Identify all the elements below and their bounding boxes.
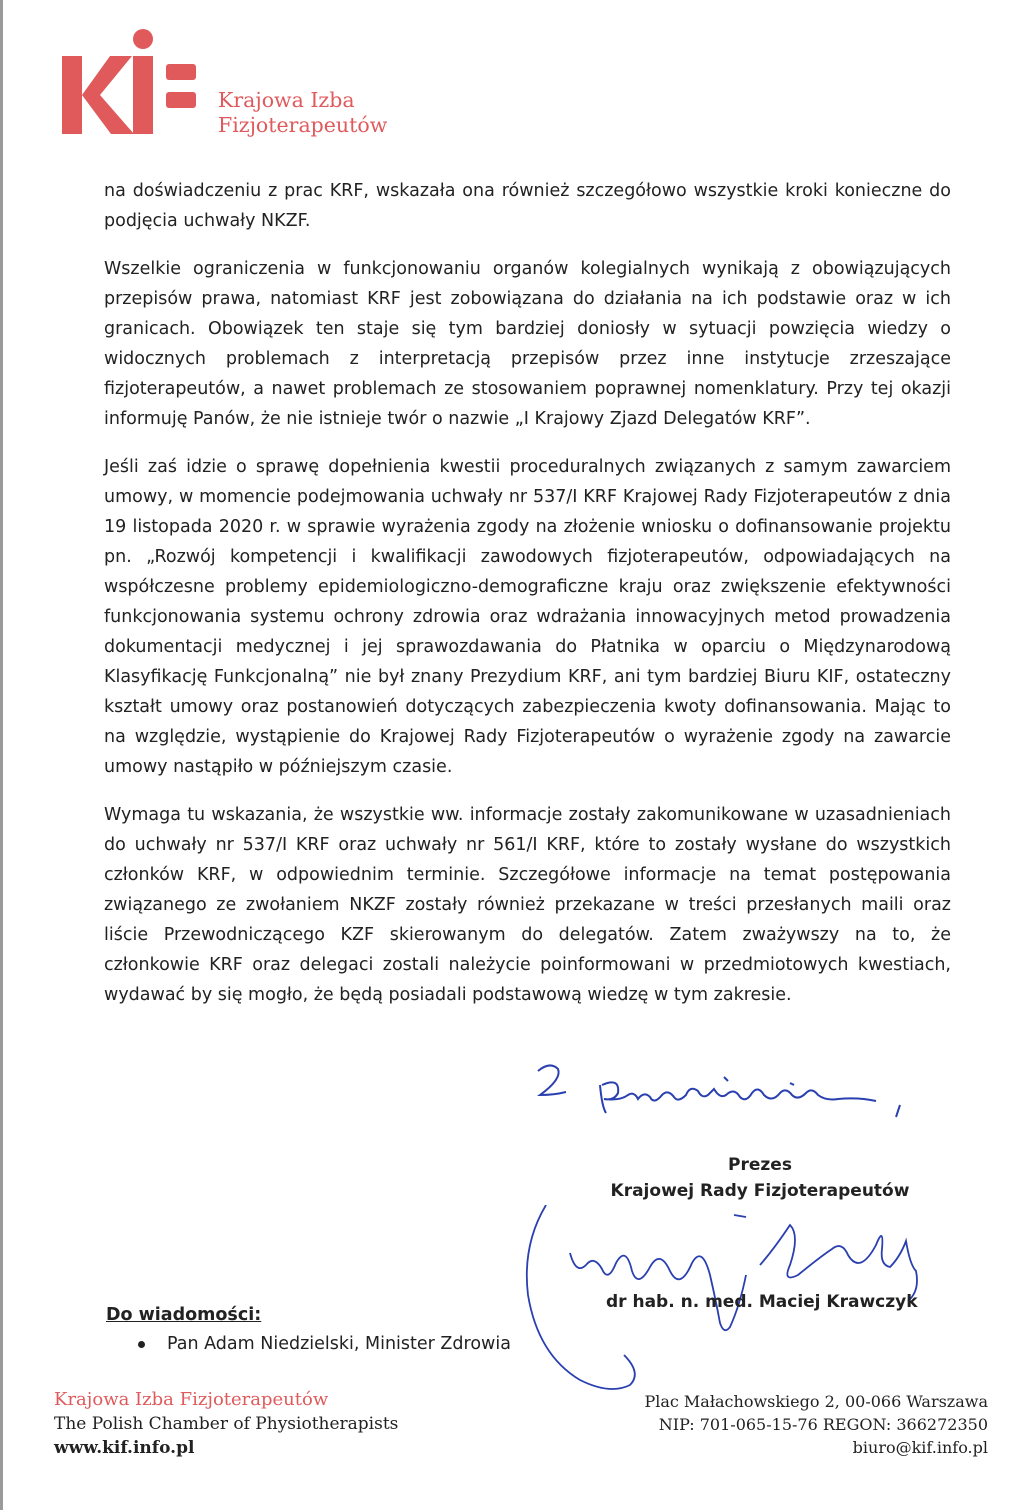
footer-right [644,1390,988,1459]
footer-org-name: Krajowa Izba Fizjoterapeutów [54,1389,329,1410]
paragraph-4: Wymaga tu wskazania, że wszystkie ww. informacje zostały zakomunikowane w uzasadnieniach do uchwały nr 537/I KRF oraz uchwały nr 561/I KRF, które to zostały wysłane do wszystkich członków KRF, w odpowiednim terminie. Szczegółowe informacje na temat postępowania związanego ze zwołaniem NKZF zostały również przekazane w treści przesłanych maili oraz liście Przewodniczącego KZF skierowanym do delegatów. Zatem zważywszy na to, że członkowie KRF oraz delegaci zostali należycie poinformowani w przedmiotowych kwestiach, wydawać by się mogło, że będą posiadali podstawową wiedzę w tym zakresie. [104,805,951,1005]
signatory-name: dr hab. n. med. Maciej Krawczyk [606,1292,918,1312]
signatory-title: Prezes [728,1155,792,1175]
footer-ids: NIP: 701-065-15-76 REGON: 366272350 [658,1415,988,1434]
footer-left [54,1388,398,1460]
letter-body [104,176,951,1028]
footer-org-english: The Polish Chamber of Physiotherapists [54,1414,399,1434]
bullet-icon [138,1341,145,1348]
handwritten-closing [528,1055,908,1135]
page-edge [0,0,3,1510]
footer-website-link[interactable]: www.kif.info.pl [54,1438,195,1458]
footer-address: Plac Małachowskiego 2, 00-066 Warszawa [644,1392,988,1411]
paragraph-1: na doświadczeniu z prac KRF, wskazała ona również szczegółowo wszystkie kroki konieczne do podjęcia uchwały NKZF. [104,181,951,231]
logo-wordmark [218,88,387,138]
logo-line-2: Fizjoterapeutów [218,113,388,137]
cc-heading: Do wiadomości: [106,1305,262,1325]
signatory-institution: Krajowej Rady Fizjoterapeutów [610,1181,910,1201]
cc-item [138,1334,511,1354]
logo-line-1: Krajowa Izba [218,88,355,112]
paragraph-2: Wszelkie ograniczenia w funkcjonowaniu organów kolegialnych wynikają z obowiązujących przepisów prawa, natomiast KRF jest zobowiązana do działania na ich podstawie oraz w ich granicach. Obowiązek ten staje się tym bardziej doniosły w sytuacji powzięcia wiedzy o widocznych problemach z interpretacją przepisów przez inne instytucje zrzeszające fizjoterapeutów, a nawet problemach ze stosowaniem poprawnej nomenklatury. Przy tej okazji informuję Panów, że nie istnieje twór o nazwie „I Krajowy Zjazd Delegatów KRF”. [104,259,951,429]
footer-email-link[interactable]: biuro@kif.info.pl [852,1438,988,1457]
cc-item-text: Pan Adam Niedzielski, Minister Zdrowia [167,1334,511,1354]
cc-list [138,1334,511,1354]
kif-logo-mark [62,28,202,140]
paragraph-3: Jeśli zaś idzie o sprawę dopełnienia kwestii proceduralnych związanych z samym zawarciem umowy, w momencie podejmowania uchwały nr 537/I KRF Krajowej Rady Fizjoterapeutów z dnia 19 listopada 2020 r. w sprawie wyrażenia zgody na złożenie wniosku o dofinansowanie projektu pn. „Rozwój kompetencji i kwalifikacji zawodowych fizjoterapeutów, odpowiadających na współczesne problemy epidemiologiczno-demograficzne kraju oraz zwiększenie efektywności funkcjonowania systemu ochrony zdrowia oraz wdrażania innowacyjnych metod prowadzenia dokumentacji medycznej i jej sprawozdawania do Płatnika w oparciu o Międzynarodową Klasyfikację Funkcjonalną” nie był znany Prezydium KRF, ani tym bardziej Biuru KIF, ostateczny kształt umowy oraz postanowień dotyczących zabezpieczenia kwoty dofinansowania. Mając to na względzie, wystąpienie do Krajowej Rady Fizjoterapeutów o wyrażenie zgody na zawarcie umowy nastąpiło w późniejszym czasie. [104,457,951,777]
